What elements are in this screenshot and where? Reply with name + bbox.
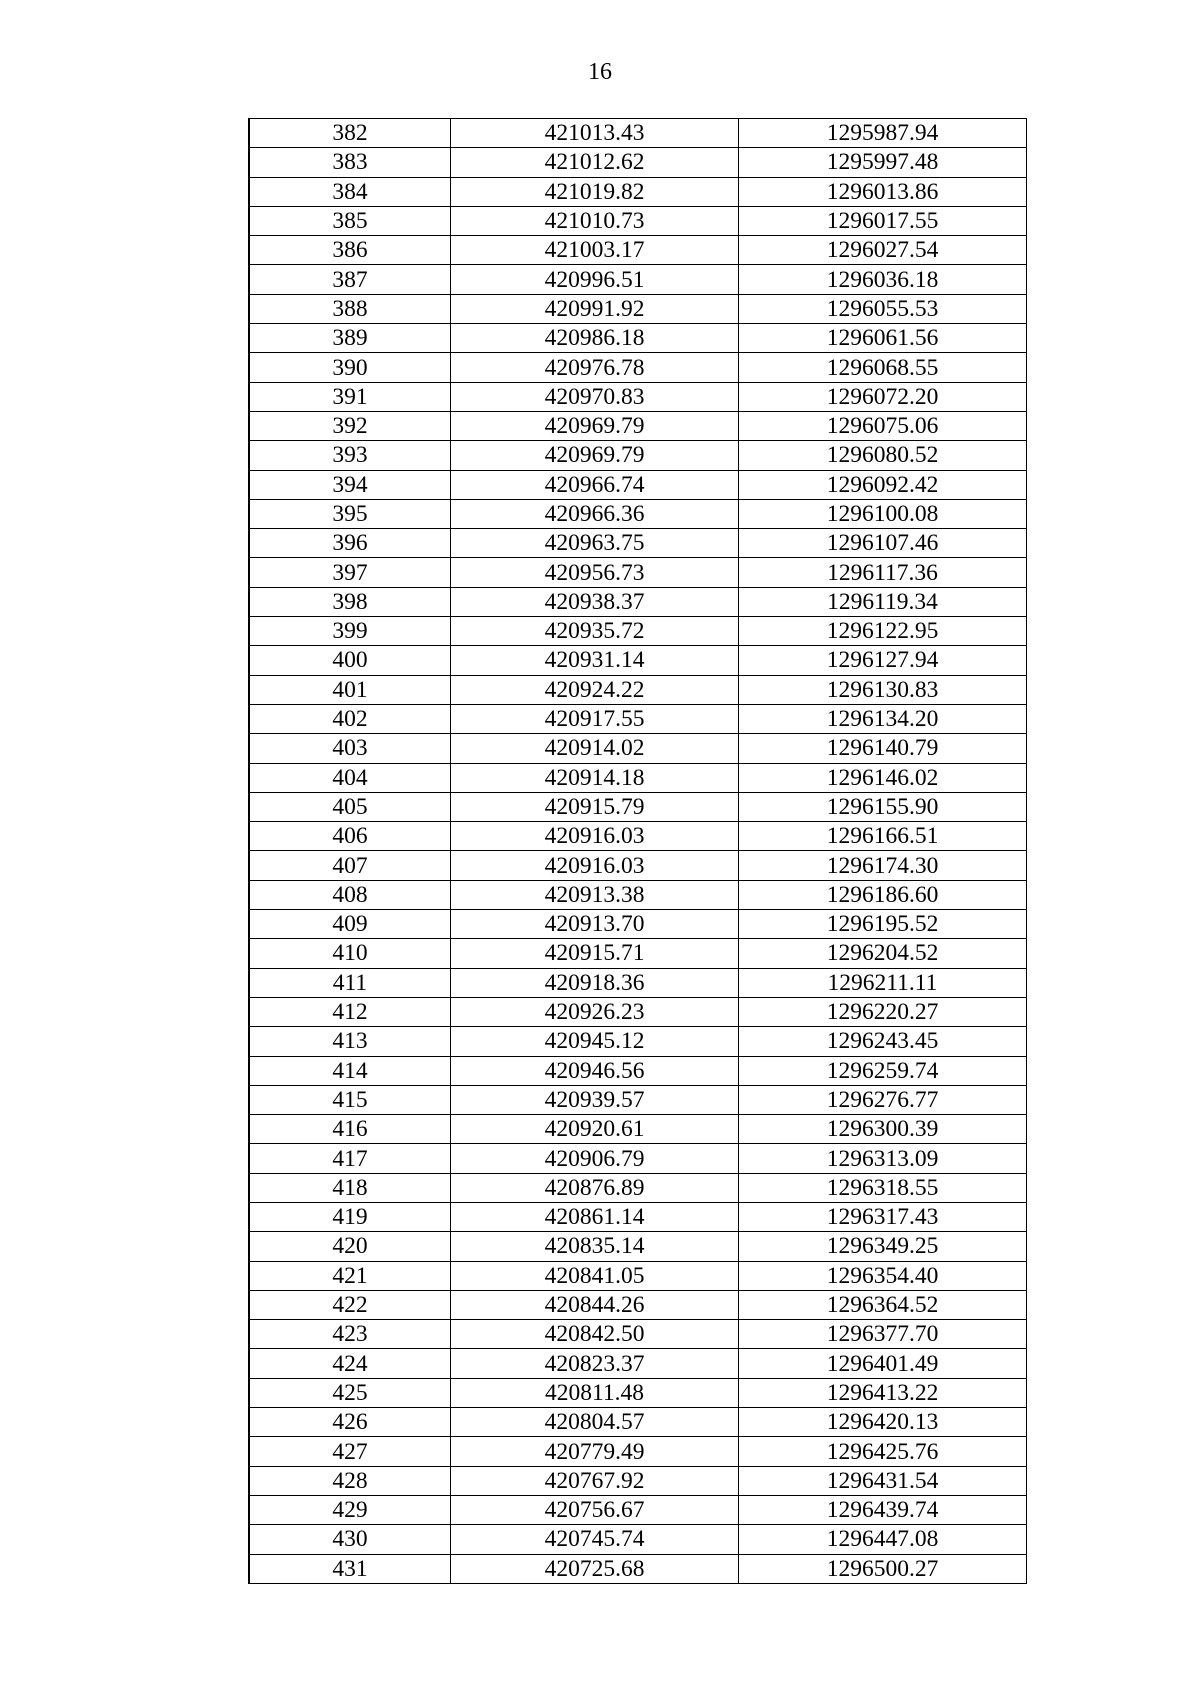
y-coordinate-cell: 1296220.27: [739, 997, 1027, 1026]
point-number-cell: 412: [249, 997, 451, 1026]
x-coordinate-cell: 420966.74: [451, 470, 739, 499]
x-coordinate-cell: 420804.57: [451, 1408, 739, 1437]
point-number-cell: 411: [249, 968, 451, 997]
x-coordinate-cell: 421012.62: [451, 148, 739, 177]
point-number-cell: 417: [249, 1144, 451, 1173]
y-coordinate-cell: 1296318.55: [739, 1173, 1027, 1202]
point-number-cell: 391: [249, 382, 451, 411]
point-number-cell: 399: [249, 617, 451, 646]
y-coordinate-cell: 1296439.74: [739, 1495, 1027, 1524]
point-number-cell: 430: [249, 1525, 451, 1554]
table-body: [249, 119, 1027, 1584]
table-row: [249, 675, 1027, 704]
table-row: [249, 1173, 1027, 1202]
x-coordinate-cell: 420906.79: [451, 1144, 739, 1173]
table-row: [249, 324, 1027, 353]
x-coordinate-cell: 420914.18: [451, 763, 739, 792]
y-coordinate-cell: 1296420.13: [739, 1408, 1027, 1437]
point-number-cell: 413: [249, 1027, 451, 1056]
table-row: [249, 734, 1027, 763]
y-coordinate-cell: 1296259.74: [739, 1056, 1027, 1085]
point-number-cell: 403: [249, 734, 451, 763]
point-number-cell: 423: [249, 1320, 451, 1349]
table-row: [249, 1232, 1027, 1261]
table-row: [249, 1554, 1027, 1583]
y-coordinate-cell: 1296186.60: [739, 880, 1027, 909]
table-row: [249, 968, 1027, 997]
point-number-cell: 410: [249, 939, 451, 968]
point-number-cell: 396: [249, 529, 451, 558]
x-coordinate-cell: 420926.23: [451, 997, 739, 1026]
table-row: [249, 353, 1027, 382]
x-coordinate-cell: 420876.89: [451, 1173, 739, 1202]
table-row: [249, 1525, 1027, 1554]
x-coordinate-cell: 420725.68: [451, 1554, 739, 1583]
table-row: [249, 294, 1027, 323]
table-row: [249, 587, 1027, 616]
x-coordinate-cell: 420996.51: [451, 265, 739, 294]
x-coordinate-cell: 420916.03: [451, 851, 739, 880]
x-coordinate-cell: 420935.72: [451, 617, 739, 646]
table-row: [249, 1378, 1027, 1407]
point-number-cell: 389: [249, 324, 451, 353]
x-coordinate-cell: 420745.74: [451, 1525, 739, 1554]
x-coordinate-cell: 420956.73: [451, 558, 739, 587]
table-row: [249, 910, 1027, 939]
table-row: [249, 880, 1027, 909]
x-coordinate-cell: 420915.79: [451, 792, 739, 821]
table-row: [249, 617, 1027, 646]
y-coordinate-cell: 1296317.43: [739, 1202, 1027, 1231]
y-coordinate-cell: 1296027.54: [739, 236, 1027, 265]
point-number-cell: 422: [249, 1290, 451, 1319]
x-coordinate-cell: 421010.73: [451, 206, 739, 235]
x-coordinate-cell: 421013.43: [451, 119, 739, 148]
point-number-cell: 401: [249, 675, 451, 704]
x-coordinate-cell: 420945.12: [451, 1027, 739, 1056]
y-coordinate-cell: 1296107.46: [739, 529, 1027, 558]
y-coordinate-cell: 1296413.22: [739, 1378, 1027, 1407]
point-number-cell: 409: [249, 910, 451, 939]
x-coordinate-cell: 420924.22: [451, 675, 739, 704]
table-row: [249, 1027, 1027, 1056]
x-coordinate-cell: 420756.67: [451, 1495, 739, 1524]
point-number-cell: 425: [249, 1378, 451, 1407]
y-coordinate-cell: 1296134.20: [739, 704, 1027, 733]
x-coordinate-cell: 420913.38: [451, 880, 739, 909]
y-coordinate-cell: 1295997.48: [739, 148, 1027, 177]
table-row: [249, 646, 1027, 675]
point-number-cell: 427: [249, 1437, 451, 1466]
point-number-cell: 402: [249, 704, 451, 733]
y-coordinate-cell: 1296166.51: [739, 822, 1027, 851]
y-coordinate-cell: 1296146.02: [739, 763, 1027, 792]
x-coordinate-cell: 420917.55: [451, 704, 739, 733]
point-number-cell: 415: [249, 1085, 451, 1114]
table-row: [249, 1495, 1027, 1524]
y-coordinate-cell: 1296313.09: [739, 1144, 1027, 1173]
y-coordinate-cell: 1296119.34: [739, 587, 1027, 616]
table-row: [249, 119, 1027, 148]
table-row: [249, 1115, 1027, 1144]
y-coordinate-cell: 1296068.55: [739, 353, 1027, 382]
y-coordinate-cell: 1296122.95: [739, 617, 1027, 646]
y-coordinate-cell: 1296276.77: [739, 1085, 1027, 1114]
table-row: [249, 851, 1027, 880]
table-row: [249, 499, 1027, 528]
y-coordinate-cell: 1296204.52: [739, 939, 1027, 968]
x-coordinate-cell: 421003.17: [451, 236, 739, 265]
point-number-cell: 387: [249, 265, 451, 294]
y-coordinate-cell: 1296061.56: [739, 324, 1027, 353]
point-number-cell: 383: [249, 148, 451, 177]
x-coordinate-cell: 420916.03: [451, 822, 739, 851]
point-number-cell: 424: [249, 1349, 451, 1378]
y-coordinate-cell: 1296364.52: [739, 1290, 1027, 1319]
y-coordinate-cell: 1296072.20: [739, 382, 1027, 411]
y-coordinate-cell: 1296092.42: [739, 470, 1027, 499]
table-row: [249, 1056, 1027, 1085]
y-coordinate-cell: 1295987.94: [739, 119, 1027, 148]
y-coordinate-cell: 1296130.83: [739, 675, 1027, 704]
point-number-cell: 398: [249, 587, 451, 616]
point-number-cell: 386: [249, 236, 451, 265]
y-coordinate-cell: 1296377.70: [739, 1320, 1027, 1349]
table-row: [249, 1408, 1027, 1437]
table-row: [249, 529, 1027, 558]
y-coordinate-cell: 1296155.90: [739, 792, 1027, 821]
y-coordinate-cell: 1296140.79: [739, 734, 1027, 763]
point-number-cell: 419: [249, 1202, 451, 1231]
table-row: [249, 411, 1027, 440]
point-number-cell: 406: [249, 822, 451, 851]
point-number-cell: 429: [249, 1495, 451, 1524]
table-row: [249, 265, 1027, 294]
y-coordinate-cell: 1296500.27: [739, 1554, 1027, 1583]
table-row: [249, 470, 1027, 499]
x-coordinate-cell: 420861.14: [451, 1202, 739, 1231]
y-coordinate-cell: 1296117.36: [739, 558, 1027, 587]
y-coordinate-cell: 1296243.45: [739, 1027, 1027, 1056]
table-row: [249, 441, 1027, 470]
table-row: [249, 704, 1027, 733]
y-coordinate-cell: 1296013.86: [739, 177, 1027, 206]
point-number-cell: 408: [249, 880, 451, 909]
point-number-cell: 405: [249, 792, 451, 821]
table-row: [249, 1202, 1027, 1231]
point-number-cell: 390: [249, 353, 451, 382]
table-row: [249, 1437, 1027, 1466]
point-number-cell: 428: [249, 1466, 451, 1495]
x-coordinate-cell: 420939.57: [451, 1085, 739, 1114]
point-number-cell: 397: [249, 558, 451, 587]
y-coordinate-cell: 1296211.11: [739, 968, 1027, 997]
x-coordinate-cell: 420844.26: [451, 1290, 739, 1319]
point-number-cell: 416: [249, 1115, 451, 1144]
y-coordinate-cell: 1296300.39: [739, 1115, 1027, 1144]
x-coordinate-cell: 420969.79: [451, 441, 739, 470]
table-row: [249, 763, 1027, 792]
x-coordinate-cell: 420767.92: [451, 1466, 739, 1495]
point-number-cell: 394: [249, 470, 451, 499]
point-number-cell: 404: [249, 763, 451, 792]
x-coordinate-cell: 420918.36: [451, 968, 739, 997]
table-row: [249, 792, 1027, 821]
page-number: 16: [588, 59, 612, 85]
table-row: [249, 1144, 1027, 1173]
y-coordinate-cell: 1296354.40: [739, 1261, 1027, 1290]
point-number-cell: 418: [249, 1173, 451, 1202]
x-coordinate-cell: 420842.50: [451, 1320, 739, 1349]
y-coordinate-cell: 1296055.53: [739, 294, 1027, 323]
point-number-cell: 393: [249, 441, 451, 470]
coordinates-table: [248, 118, 1027, 1584]
x-coordinate-cell: 420915.71: [451, 939, 739, 968]
point-number-cell: 400: [249, 646, 451, 675]
point-number-cell: 426: [249, 1408, 451, 1437]
y-coordinate-cell: 1296447.08: [739, 1525, 1027, 1554]
x-coordinate-cell: 420931.14: [451, 646, 739, 675]
y-coordinate-cell: 1296036.18: [739, 265, 1027, 294]
x-coordinate-cell: 420913.70: [451, 910, 739, 939]
y-coordinate-cell: 1296195.52: [739, 910, 1027, 939]
point-number-cell: 392: [249, 411, 451, 440]
table-row: [249, 1466, 1027, 1495]
table-row: [249, 1261, 1027, 1290]
x-coordinate-cell: 420970.83: [451, 382, 739, 411]
x-coordinate-cell: 420914.02: [451, 734, 739, 763]
table-row: [249, 822, 1027, 851]
y-coordinate-cell: 1296349.25: [739, 1232, 1027, 1261]
point-number-cell: 395: [249, 499, 451, 528]
table-row: [249, 206, 1027, 235]
table-row: [249, 177, 1027, 206]
table-row: [249, 1349, 1027, 1378]
point-number-cell: 384: [249, 177, 451, 206]
point-number-cell: 431: [249, 1554, 451, 1583]
table-row: [249, 1290, 1027, 1319]
y-coordinate-cell: 1296127.94: [739, 646, 1027, 675]
x-coordinate-cell: 420976.78: [451, 353, 739, 382]
point-number-cell: 388: [249, 294, 451, 323]
x-coordinate-cell: 420835.14: [451, 1232, 739, 1261]
x-coordinate-cell: 420986.18: [451, 324, 739, 353]
point-number-cell: 420: [249, 1232, 451, 1261]
y-coordinate-cell: 1296080.52: [739, 441, 1027, 470]
table-row: [249, 939, 1027, 968]
x-coordinate-cell: 420920.61: [451, 1115, 739, 1144]
point-number-cell: 385: [249, 206, 451, 235]
y-coordinate-cell: 1296100.08: [739, 499, 1027, 528]
point-number-cell: 407: [249, 851, 451, 880]
x-coordinate-cell: 420966.36: [451, 499, 739, 528]
table-row: [249, 997, 1027, 1026]
point-number-cell: 382: [249, 119, 451, 148]
x-coordinate-cell: 420946.56: [451, 1056, 739, 1085]
y-coordinate-cell: 1296431.54: [739, 1466, 1027, 1495]
x-coordinate-cell: 420823.37: [451, 1349, 739, 1378]
y-coordinate-cell: 1296017.55: [739, 206, 1027, 235]
point-number-cell: 421: [249, 1261, 451, 1290]
table-row: [249, 1085, 1027, 1114]
x-coordinate-cell: 420938.37: [451, 587, 739, 616]
point-number-cell: 414: [249, 1056, 451, 1085]
x-coordinate-cell: 421019.82: [451, 177, 739, 206]
x-coordinate-cell: 420963.75: [451, 529, 739, 558]
y-coordinate-cell: 1296425.76: [739, 1437, 1027, 1466]
table-row: [249, 558, 1027, 587]
x-coordinate-cell: 420779.49: [451, 1437, 739, 1466]
x-coordinate-cell: 420811.48: [451, 1378, 739, 1407]
y-coordinate-cell: 1296174.30: [739, 851, 1027, 880]
table-row: [249, 148, 1027, 177]
y-coordinate-cell: 1296401.49: [739, 1349, 1027, 1378]
table-row: [249, 236, 1027, 265]
x-coordinate-cell: 420969.79: [451, 411, 739, 440]
table-row: [249, 1320, 1027, 1349]
x-coordinate-cell: 420991.92: [451, 294, 739, 323]
table-row: [249, 382, 1027, 411]
x-coordinate-cell: 420841.05: [451, 1261, 739, 1290]
y-coordinate-cell: 1296075.06: [739, 411, 1027, 440]
